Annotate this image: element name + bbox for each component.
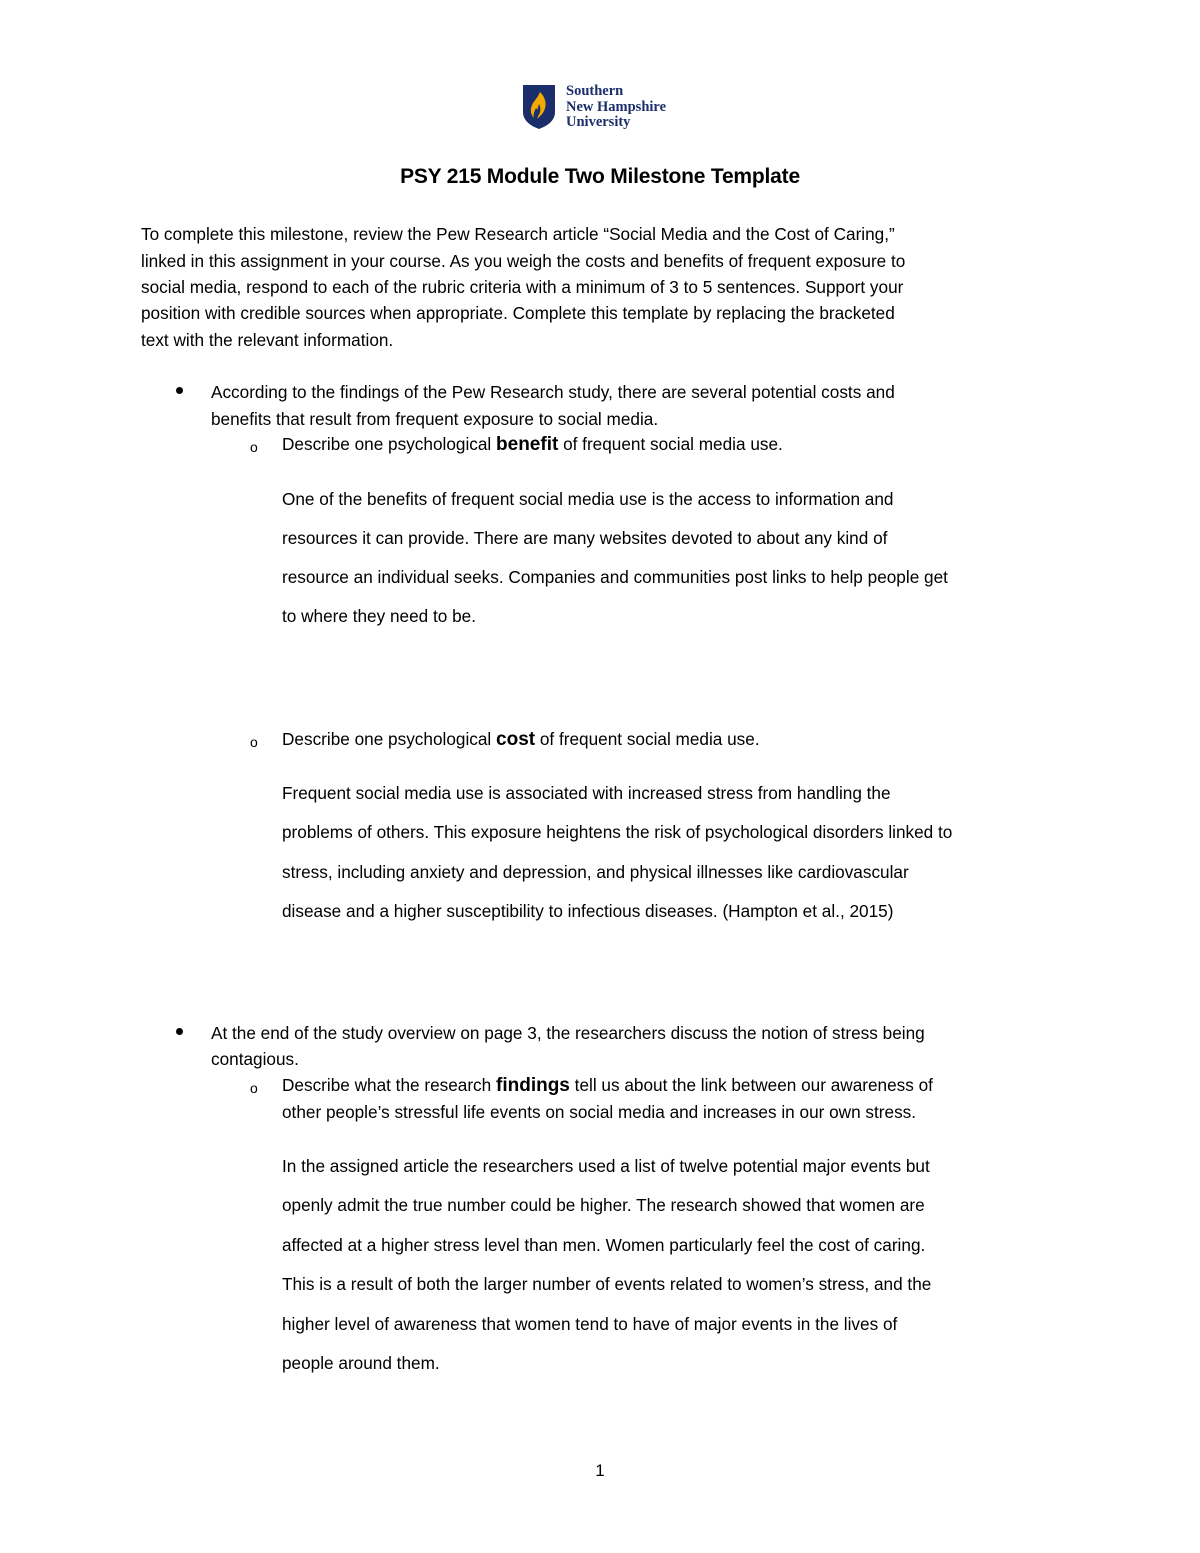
question-emphasis: findings xyxy=(496,1075,570,1096)
answer-line: openly admit the true number could be higher. The research showed that women are xyxy=(282,1195,925,1215)
logo-line-3: University xyxy=(566,114,631,130)
page-number: 1 xyxy=(595,1461,605,1480)
section2-question-findings xyxy=(282,1073,933,1098)
intro-line: social media, respond to each of the rubric criteria with a minimum of 3 to 5 sentences. Support your xyxy=(141,277,904,297)
flame-shield-icon xyxy=(522,84,556,130)
answer-line: higher level of awareness that women tend to have of major events in the lives of xyxy=(282,1314,898,1334)
question-text: of frequent social media use. xyxy=(558,434,783,454)
answer-line: stress, including anxiety and depression, and physical illnesses like cardiovascular xyxy=(282,862,909,882)
answer-line: In the assigned article the researchers used a list of twelve potential major events but xyxy=(282,1156,930,1176)
bullet-dot-icon xyxy=(176,387,183,394)
answer-line: people around them. xyxy=(282,1353,440,1373)
answer-line: One of the benefits of frequent social media use is the access to information and xyxy=(282,489,894,509)
bullet-dot-icon xyxy=(176,1028,183,1035)
logo-wordmark xyxy=(566,84,666,131)
section2-bullet-line: At the end of the study overview on page 3, the researchers discuss the notion of stress being xyxy=(211,1023,925,1043)
question-text: Describe one psychological xyxy=(282,434,497,454)
section2-bullet-line: contagious. xyxy=(211,1049,299,1069)
answer-line: resources it can provide. There are many websites devoted to about any kind of xyxy=(282,528,888,548)
section1-bullet-line: According to the findings of the Pew Research study, there are several potential costs and xyxy=(211,382,895,402)
intro-line: position with credible sources when appropriate. Complete this template by replacing the bracketed xyxy=(141,303,895,323)
section1-bullet-line: benefits that result from frequent exposure to social media. xyxy=(211,409,659,429)
answer-line: to where they need to be. xyxy=(282,606,476,626)
document-title: PSY 215 Module Two Milestone Template xyxy=(400,165,800,188)
answer-line: affected at a higher stress level than men. Women particularly feel the cost of caring. xyxy=(282,1235,926,1255)
intro-line: text with the relevant information. xyxy=(141,330,394,350)
answer-line: Frequent social media use is associated with increased stress from handling the xyxy=(282,783,891,803)
intro-line: linked in this assignment in your course. As you weigh the costs and benefits of frequent exposure to xyxy=(141,251,906,271)
answer-line: disease and a higher susceptibility to infectious diseases. (Hampton et al., 2015) xyxy=(282,901,894,921)
logo-line-1: Southern xyxy=(566,83,624,99)
sub-bullet-o-icon: o xyxy=(250,734,258,750)
section1-question-cost xyxy=(282,727,760,752)
question-emphasis: cost xyxy=(496,729,536,750)
section1-question-benefit xyxy=(282,432,783,457)
question-text: Describe what the research xyxy=(282,1075,496,1095)
question-text: tell us about the link between our awareness of xyxy=(569,1075,933,1095)
question-text: of frequent social media use. xyxy=(535,729,760,749)
sub-bullet-o-icon: o xyxy=(250,439,258,455)
question-text: Describe one psychological xyxy=(282,729,497,749)
question-emphasis: benefit xyxy=(496,434,559,455)
answer-line: resource an individual seeks. Companies and communities post links to help people get xyxy=(282,567,948,587)
university-logo xyxy=(522,84,692,132)
answer-line: problems of others. This exposure heightens the risk of psychological disorders linked to xyxy=(282,822,953,842)
section2-question-line2: other people’s stressful life events on social media and increases in our own stress. xyxy=(282,1102,917,1122)
logo-line-2: New Hampshire xyxy=(566,98,667,115)
answer-line: This is a result of both the larger number of events related to women’s stress, and the xyxy=(282,1274,932,1294)
sub-bullet-o-icon: o xyxy=(250,1080,258,1096)
intro-line: To complete this milestone, review the Pew Research article “Social Media and the Cost of Caring,” xyxy=(141,224,895,244)
